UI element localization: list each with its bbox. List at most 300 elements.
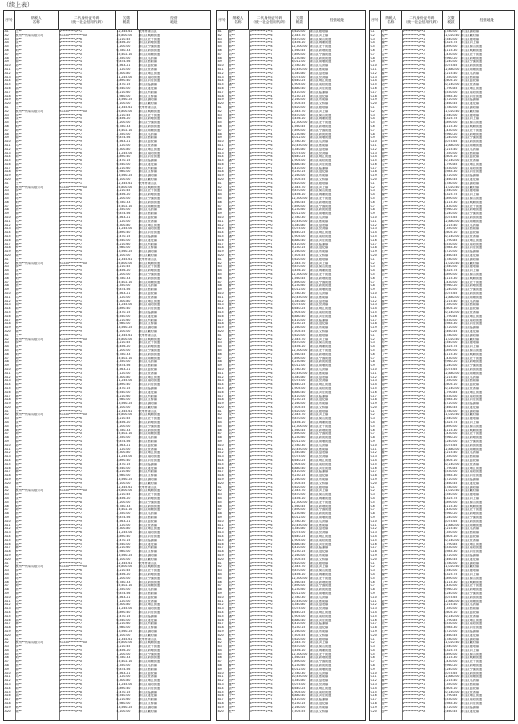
table-cell: 4*********1**8 [402, 386, 426, 390]
table-cell: 3*********2**8 [59, 462, 82, 466]
table-cell: 2,350.00 [116, 512, 131, 516]
table-cell: 3*********3**5 [249, 117, 273, 121]
table-cell: 4*********3**3 [249, 227, 273, 231]
table-cell: 2,345.70 [291, 261, 306, 265]
table-cell: 萧山区靖江街道 [460, 314, 483, 318]
table-cell: C18 [370, 246, 377, 250]
table-cell: 陆** [381, 386, 388, 390]
table-cell: 萧山区瓜沥镇 [460, 375, 479, 379]
table-cell: 3*********1**1 [402, 569, 426, 573]
table-cell: 3*********2**6 [249, 143, 273, 147]
table-cell: A18 [4, 474, 11, 478]
table-cell: 萧山区新塘街道 [309, 48, 332, 52]
table-cell: 3*********3**7 [249, 318, 273, 322]
table-cell: 罗** [15, 474, 22, 478]
table-cell: 萧山区新街街道 [309, 208, 332, 212]
table-cell: C2 [370, 33, 375, 37]
table-cell: C14 [370, 686, 377, 690]
table-cell: 萧山区城厢街道 [138, 109, 160, 113]
table-cell: 3*********3**4 [402, 436, 426, 440]
table-cell: 3*********1**9 [402, 478, 426, 482]
table-cell: 1,905.00 [291, 538, 306, 542]
table-cell: 萧山区宁围街道 [460, 288, 483, 292]
table-cell: 3*********3**2 [402, 390, 426, 394]
table-cell: 萧山区益农镇 [460, 610, 479, 614]
table-cell: 5,240.00 [443, 667, 458, 671]
table-cell: 郑** [15, 250, 22, 254]
table-cell: 3*********3**6 [402, 147, 426, 151]
table-cell: 萧山区瓜沥镇 [460, 603, 479, 607]
table-cell: 姜** [381, 295, 388, 299]
table-cell: 11,245.00 [116, 303, 133, 307]
table-cell: 萧山区党湾镇 [138, 143, 157, 147]
table-cell: 萧山区河庄街道 [460, 702, 483, 706]
table-cell: 邓** [228, 204, 235, 208]
table-cell: 4*********1**8 [402, 159, 426, 163]
table-cell: 2,780.30 [291, 367, 306, 371]
table-cell: A1 [4, 105, 9, 109]
table-cell: 3*********1**0 [249, 603, 273, 607]
table-cell: 萧山区衙前镇 [460, 531, 479, 535]
table-cell: 萧山区楼塔镇 [309, 105, 329, 109]
table-cell: A13 [4, 607, 11, 611]
table-cell: 6,012.00 [291, 364, 306, 368]
table-cell: 萧山区新塘街道 [460, 284, 483, 288]
table-cell: B2 [217, 565, 222, 569]
table-cell: 1,200.00 [116, 45, 131, 49]
table-cell: 萧山区党湾镇 [309, 379, 329, 383]
table-cell: 王** [15, 409, 22, 413]
table-cell: 韩** [228, 197, 235, 201]
table-cell: 萧山区进化镇 [309, 170, 329, 174]
table-cell: 萧山区河庄街道 [460, 398, 483, 402]
table-cell: 4*********2**4 [402, 550, 426, 554]
table-cell: 11,245.00 [116, 531, 133, 535]
table-cell: 萧山区党湾镇 [460, 159, 479, 163]
table-cell: 2,470.15 [116, 159, 131, 163]
table-cell: 11,245.00 [116, 607, 133, 611]
table-cell: 4,410.00 [291, 90, 306, 94]
table-cell: B8 [217, 132, 222, 136]
table-panel-3 [369, 10, 515, 721]
table-cell: 3*********1**1 [402, 113, 426, 117]
table-cell: 3*********1**3 [402, 675, 426, 679]
table-cell: C10 [370, 64, 377, 68]
table-cell: 刘** [15, 428, 22, 432]
table-cell: 15,402.10 [116, 280, 133, 284]
table-cell: 4*********2**7 [59, 360, 82, 364]
table-cell: 萧山区衙前镇 [460, 151, 479, 155]
table-cell: 3*********2**1 [249, 493, 273, 497]
column-header: 二代身份证号码 （统一社会信用代码） [59, 11, 116, 29]
table-cell: 萧山区益农镇 [309, 603, 329, 607]
table-cell: 萧山区河上镇 [309, 337, 329, 341]
table-cell: 苏** [381, 569, 388, 573]
table-cell: 5,075.00 [291, 379, 306, 383]
table-cell: 4*********0**4 [249, 94, 273, 98]
table-cell: A6 [4, 428, 9, 432]
table-row [370, 710, 514, 714]
table-cell: 萧山区所前镇 [309, 250, 329, 254]
table-cell: 李** [15, 341, 22, 345]
table-cell: 萧山区益农镇 [138, 140, 157, 144]
table-cell: 萧山区瓜沥镇 [138, 360, 157, 364]
table-cell: C18 [370, 550, 377, 554]
table-cell: 5*********0**8 [402, 273, 426, 276]
table-cell: A6 [4, 580, 9, 584]
table-cell: B3 [217, 417, 222, 421]
table-cell: 11,020.40 [443, 261, 460, 265]
table-cell: B3 [217, 493, 222, 497]
table-cell: 萧山区瓜沥镇 [309, 519, 329, 523]
table-cell: 3*********3**4 [402, 588, 426, 592]
table-cell: B2 [217, 641, 222, 645]
table-cell: 4,230.60 [291, 360, 306, 364]
table-cell: C19 [370, 629, 377, 633]
table-cell: 萧山区益农镇 [138, 519, 157, 523]
table-cell: 崔** [381, 147, 388, 151]
table-cell: 郑** [15, 553, 22, 557]
table-cell: A2 [4, 33, 9, 37]
table-cell: 萧山区北干街道 [309, 500, 332, 504]
table-cell: 姜** [381, 675, 388, 679]
table-cell: 周** [15, 660, 22, 664]
table-cell: 3*********3**7 [249, 698, 273, 702]
table-cell: 4*********1**7 [402, 280, 426, 284]
table-cell: 3*********2**6 [249, 219, 273, 223]
table-cell: 2,160.00 [291, 250, 306, 254]
table-cell: 25,800.00 [116, 565, 133, 569]
table-cell: 沈** [381, 512, 388, 516]
table-cell: 石** [381, 478, 388, 482]
table-cell: A6 [4, 124, 9, 128]
table-cell: 曹** [228, 132, 235, 136]
table-cell: 4*********0**6 [249, 413, 273, 417]
column-header: 纳税人 名称 [15, 11, 59, 29]
table-cell: 郑** [15, 174, 22, 178]
table-cell: 杭州市萧山区 [138, 257, 157, 261]
table-cell: 萧山区新街街道 [460, 443, 483, 447]
table-cell: 3*********0**9 [59, 709, 82, 713]
table-cell: A13 [4, 303, 11, 307]
table-cell: A14 [4, 155, 11, 159]
table-cell: 萧山区进化镇 [309, 474, 329, 478]
table-cell: 蒋** [228, 394, 235, 398]
table-cell: 7,350.00 [443, 75, 458, 79]
table-cell: 4,230.60 [291, 284, 306, 288]
table-cell: A4 [4, 497, 9, 501]
table-cell: B12 [217, 679, 224, 683]
table-cell: 3*********3**5 [402, 117, 426, 121]
table-cell: 4,100.00 [116, 178, 131, 182]
table-cell: 3*********0**4 [59, 516, 82, 519]
table-cell: 3*********3**7 [249, 90, 273, 94]
table-cell: A15 [4, 614, 11, 618]
table-cell: 4,605.10 [443, 307, 458, 311]
table-cell: 3*********3**9 [249, 667, 273, 671]
table-cell: 廖** [381, 709, 388, 713]
table-cell: 4,563.21 [116, 519, 131, 523]
table-cell: 3*********3**X [402, 329, 426, 333]
table-cell: 3*********0**1 [59, 147, 82, 151]
table-cell: 3*********1**0 [249, 299, 273, 303]
table-cell: 于** [228, 390, 235, 394]
table-cell: 李** [15, 493, 22, 497]
table-cell: 丁** [381, 200, 388, 204]
table-cell: 萧山区宁围街道 [138, 121, 160, 125]
table-cell: 5*********0**1 [402, 379, 426, 383]
table-cell: 3*********0**2 [249, 504, 273, 508]
table-cell: 杭州市萧山区 [138, 409, 157, 413]
table-cell: 彭** [228, 516, 235, 519]
table-cell: 3*********3**7 [249, 242, 273, 246]
table-cell: 李** [15, 265, 22, 269]
table-cell: 3*********1**X [59, 432, 83, 436]
table-cell: 萧山区进化镇 [460, 254, 479, 258]
table-cell: 潘** [228, 310, 235, 314]
table-cell: 魏** [381, 572, 388, 576]
table-cell: 何** [15, 386, 22, 390]
table-cell: 5,300.80 [116, 147, 131, 151]
table-cell: 4*********1**8 [249, 500, 273, 504]
table-cell: 萧山区瓜沥镇 [460, 679, 479, 683]
table-cell: 3,075.65 [443, 64, 458, 68]
table-cell: 萧山区南阳街道 [309, 614, 332, 618]
table-panel-1 [3, 10, 211, 721]
table-cell: 3*********1**7 [59, 166, 82, 170]
table-cell: 6,012.00 [291, 516, 306, 519]
column-header: 欠缴 税款 [291, 11, 309, 29]
table-cell: 苏** [381, 265, 388, 269]
table-cell: 7,505.55 [291, 329, 306, 333]
table-cell: B3 [217, 569, 222, 573]
table-cell: 3*********0**3 [402, 30, 426, 33]
table-cell: 3*********3**6 [402, 603, 426, 607]
table-cell: 3*********2**6 [59, 417, 82, 421]
table-cell: 3*********1**9 [59, 519, 82, 523]
table-cell: 11,245.00 [116, 75, 133, 79]
table-cell: 丁** [381, 504, 388, 508]
table-cell: 萧山区南阳街道 [138, 455, 160, 459]
table-cell: 李** [15, 569, 22, 573]
table-cell: 萧山区新街街道 [309, 284, 332, 288]
table-cell: 萧山区靖江街道 [309, 610, 332, 614]
table-cell: B15 [217, 386, 224, 390]
table-cell: 3*********2**6 [59, 189, 82, 193]
table-cell: 4,100.00 [116, 633, 131, 637]
table-cell: 2,350.00 [116, 56, 131, 60]
table-cell: 3*********3**4 [402, 132, 426, 136]
table-cell: 5*********1**2 [249, 694, 273, 698]
table-cell: 丁** [381, 656, 388, 660]
table-cell: 萧山区宁围街道 [309, 280, 332, 284]
table-cell: 3*********1**3 [402, 219, 426, 223]
table-cell: 杭州**贸易有限公司 [15, 109, 44, 113]
table-cell: 任** [381, 584, 388, 588]
table-cell: 5*********0**5 [59, 694, 82, 698]
table-cell: A1 [4, 181, 9, 185]
table-cell: B16 [217, 162, 224, 166]
table-cell: 1,200.00 [116, 500, 131, 504]
table-cell: 8,210.60 [116, 470, 131, 474]
table-cell: 萧山区临浦镇 [309, 394, 329, 398]
table-cell: 萧山区楼塔镇 [309, 409, 329, 413]
table-cell: 2,780.30 [291, 443, 306, 447]
table-cell: 吕** [381, 197, 388, 201]
table-cell: 1,560.45 [291, 276, 306, 280]
table-cell: 罗** [15, 246, 22, 250]
table-cell: 3*********1**0 [249, 451, 273, 455]
table-cell: 宋** [228, 33, 235, 37]
table-cell: 5*********2**7 [249, 584, 273, 588]
table-cell: 4,410.00 [291, 242, 306, 246]
table-cell: 萧山区楼塔镇 [460, 493, 479, 497]
table-cell: B20 [217, 709, 224, 713]
table-cell: C19 [370, 326, 377, 330]
table-cell: 萧山区义桥镇 [138, 322, 157, 326]
table-cell: 3*********1**1 [402, 417, 426, 421]
table-cell: A19 [4, 250, 11, 254]
table-cell: 萧山区新街街道 [309, 512, 332, 516]
table-cell: 萧山区义桥镇 [138, 626, 157, 630]
table-cell: 3*********3**2 [402, 162, 426, 166]
table-cell: 曾** [228, 671, 235, 675]
table-cell: A16 [4, 86, 11, 90]
table-cell: 萧山区临浦镇 [138, 386, 157, 390]
table-cell: B13 [217, 227, 224, 231]
table-cell: B4 [217, 421, 222, 425]
table-cell: 7,120.00 [116, 295, 131, 299]
table-cell: 91330*********XX [59, 413, 88, 417]
table-cell: 4*********2**7 [59, 512, 82, 516]
table-cell: 2,460.45 [443, 633, 458, 637]
table-cell: 5*********0**5 [59, 162, 82, 166]
table-cell: 孙** [15, 443, 22, 447]
table-cell: 萧山区河上镇 [309, 185, 329, 189]
table-cell: A9 [4, 288, 9, 292]
table-cell: 萧山区城厢街道 [309, 345, 332, 349]
table-cell: B20 [217, 481, 224, 485]
table-cell: 余** [228, 705, 235, 709]
table-cell: A11 [4, 371, 11, 375]
table-cell: 2,215.40 [443, 679, 458, 683]
table-cell: 萧山区宁围街道 [138, 197, 160, 201]
table-cell: 2,215.40 [443, 527, 458, 531]
table-cell: 2,160.00 [291, 402, 306, 406]
table-cell: 萧山区戴村镇 [138, 709, 157, 713]
table-cell: 王** [15, 30, 22, 33]
table-cell: 2,780.30 [291, 595, 306, 599]
table-cell: B11 [217, 675, 224, 679]
table-cell: 范** [381, 470, 388, 474]
table-cell: 3*********3**6 [402, 451, 426, 455]
table-cell: 萧山区浦阳镇 [460, 257, 479, 261]
table-cell: 8,720.00 [443, 478, 458, 482]
table-cell: 3*********0**4 [59, 667, 82, 671]
table-cell: 萧山区新塘街道 [309, 428, 332, 432]
table-cell: 2,780.30 [291, 519, 306, 523]
table-cell: 陆** [381, 310, 388, 314]
table-cell: 3*********0**4 [59, 440, 82, 444]
table-cell: 萧山区南阳街道 [309, 235, 332, 239]
table-cell: 91330*********XX [59, 33, 88, 37]
table-cell: 曾** [228, 216, 235, 220]
table-cell: 蔡** [228, 702, 235, 706]
table-cell: 13,560.25 [116, 98, 133, 102]
table-cell: C4 [370, 117, 375, 121]
table-cell: A18 [4, 398, 11, 402]
table-cell: B14 [217, 155, 224, 159]
table-cell: 叶** [381, 181, 388, 185]
table-cell: A12 [4, 147, 11, 151]
table-cell: 3*********2**1 [249, 189, 273, 193]
table-cell: 3*********1**4 [249, 664, 273, 668]
table-cell: A8 [4, 132, 9, 136]
table-cell: 萧山区北干街道 [460, 128, 483, 132]
table-cell: 3*********0**8 [249, 686, 273, 690]
table-cell: 萧山区义桥镇 [309, 481, 329, 485]
table-cell: 11,245.00 [116, 151, 133, 155]
table-cell: B8 [217, 360, 222, 364]
table-cell: 萧山区戴村镇 [138, 557, 157, 561]
table-cell: C11 [370, 67, 377, 71]
table-panel-2 [216, 10, 366, 721]
table-cell: 3*********2**1 [249, 341, 273, 345]
table-cell: 3*********2**6 [249, 523, 273, 527]
table-cell: A9 [4, 136, 9, 140]
table-cell: 3,075.65 [443, 443, 458, 447]
table-cell: 12,345.61 [116, 561, 133, 565]
table-cell: 周** [15, 128, 22, 132]
table-cell: 唐** [228, 265, 235, 269]
table-cell: 萧山区北干街道 [460, 356, 483, 360]
table-cell: C2 [370, 565, 375, 569]
table-cell: 彭** [228, 288, 235, 292]
table-cell: 3*********2**9 [249, 629, 273, 633]
table-cell: 萧山区蜀山街道 [460, 500, 483, 504]
table-cell: 8,640.25 [291, 79, 306, 83]
column-header: 二代身份证号码 （统一社会信用代码） [402, 11, 443, 29]
table-cell: 袁** [228, 79, 235, 83]
table-cell: C13 [370, 151, 377, 155]
table-cell: 4*********1**7 [402, 584, 426, 588]
table-cell: 石** [381, 98, 388, 102]
table-cell: 萧山区楼塔镇 [460, 189, 479, 193]
table-cell: 8,720.00 [443, 250, 458, 254]
table-cell: 陈** [15, 500, 22, 504]
table-cell: B17 [217, 318, 224, 322]
table-cell: 3*********1**X [59, 356, 83, 360]
table-cell: A13 [4, 151, 11, 155]
table-cell: 3*********3**5 [402, 497, 426, 501]
table-cell: 3*********0**8 [59, 424, 82, 428]
table-cell: 6,540.00 [116, 618, 131, 622]
table-cell: 5*********3**2 [59, 580, 82, 584]
table-cell: 萧山区北干街道 [460, 508, 483, 512]
table-cell: 8,640.25 [291, 307, 306, 311]
table-cell: 3*********1**7 [59, 470, 82, 474]
table-cell: 萧山区临浦镇 [138, 614, 157, 618]
table-cell: C18 [370, 474, 377, 478]
table-cell: C1 [370, 485, 375, 489]
table-cell: 钟** [381, 531, 388, 535]
table-cell: 12,880.00 [443, 143, 460, 147]
table-cell: 潘** [228, 159, 235, 163]
table-cell: 4,563.21 [116, 140, 131, 144]
table-cell: 萧山区党湾镇 [309, 75, 329, 79]
table-cell: 12,300.00 [291, 348, 308, 352]
table-cell: A5 [4, 424, 9, 428]
